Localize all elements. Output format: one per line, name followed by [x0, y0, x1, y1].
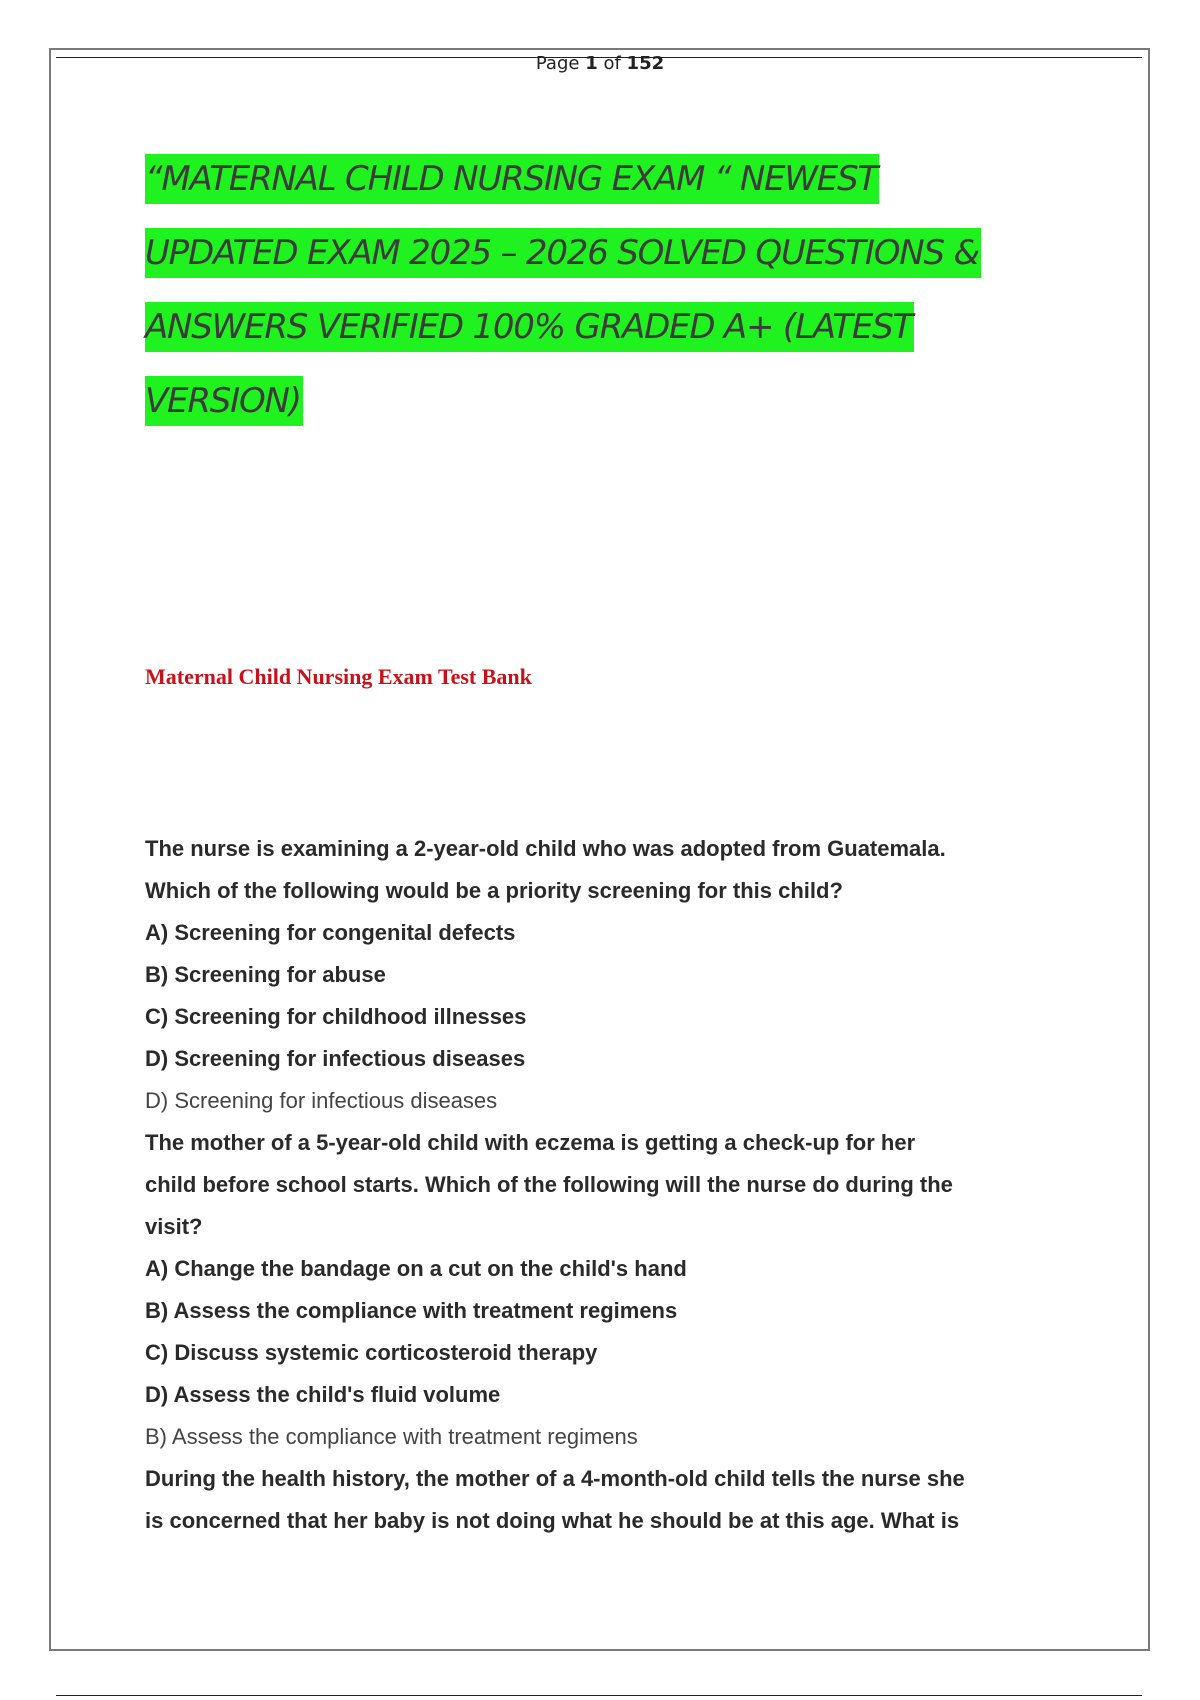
page-number-of: of	[603, 53, 621, 74]
title-line: ANSWERS VERIFIED 100% GRADED A+ (LATEST	[145, 302, 914, 352]
title-line: “MATERNAL CHILD NURSING EXAM “ NEWEST	[145, 154, 879, 204]
question-3	[145, 1458, 1065, 1542]
question-stem: The nurse is examining a 2-year-old child who was adopted from Guatemala.	[145, 836, 946, 861]
answer-option: D) Screening for infectious diseases	[145, 1046, 526, 1071]
correct-answer: D) Screening for infectious diseases	[145, 1088, 498, 1113]
page-number-total: 152	[626, 53, 665, 74]
question-stem: visit?	[145, 1214, 203, 1239]
answer-option: C) Discuss systemic corticosteroid therapy	[145, 1340, 598, 1365]
section-heading: Maternal Child Nursing Exam Test Bank	[145, 664, 532, 689]
answer-option: D) Assess the child's fluid volume	[145, 1382, 501, 1407]
page-number-label: Page	[535, 53, 580, 74]
answer-option: A) Screening for congenital defects	[145, 920, 516, 945]
correct-answer: B) Assess the compliance with treatment regimens	[145, 1424, 638, 1449]
question-stem: child before school starts. Which of the following will the nurse do during the	[145, 1172, 953, 1197]
document-title	[145, 154, 1045, 450]
title-line: UPDATED EXAM 2025 – 2026 SOLVED QUESTIONS &	[145, 228, 981, 278]
question-list	[145, 828, 1065, 1542]
question-2	[145, 1122, 1065, 1458]
title-line: VERSION)	[145, 376, 303, 426]
footer-rule	[56, 1695, 1142, 1696]
question-stem: is concerned that her baby is not doing what he should be at this age. What is	[145, 1508, 960, 1533]
page-number-current: 1	[585, 53, 598, 74]
page-number	[0, 53, 1200, 75]
question-stem: During the health history, the mother of a 4-month-old child tells the nurse she	[145, 1466, 965, 1491]
answer-option: B) Screening for abuse	[145, 962, 386, 987]
answer-option: C) Screening for childhood illnesses	[145, 1004, 527, 1029]
question-1	[145, 828, 1065, 1122]
answer-option: A) Change the bandage on a cut on the child's hand	[145, 1256, 687, 1281]
question-stem: The mother of a 5-year-old child with eczema is getting a check-up for her	[145, 1130, 916, 1155]
answer-option: B) Assess the compliance with treatment regimens	[145, 1298, 678, 1323]
question-stem: Which of the following would be a priority screening for this child?	[145, 878, 843, 903]
